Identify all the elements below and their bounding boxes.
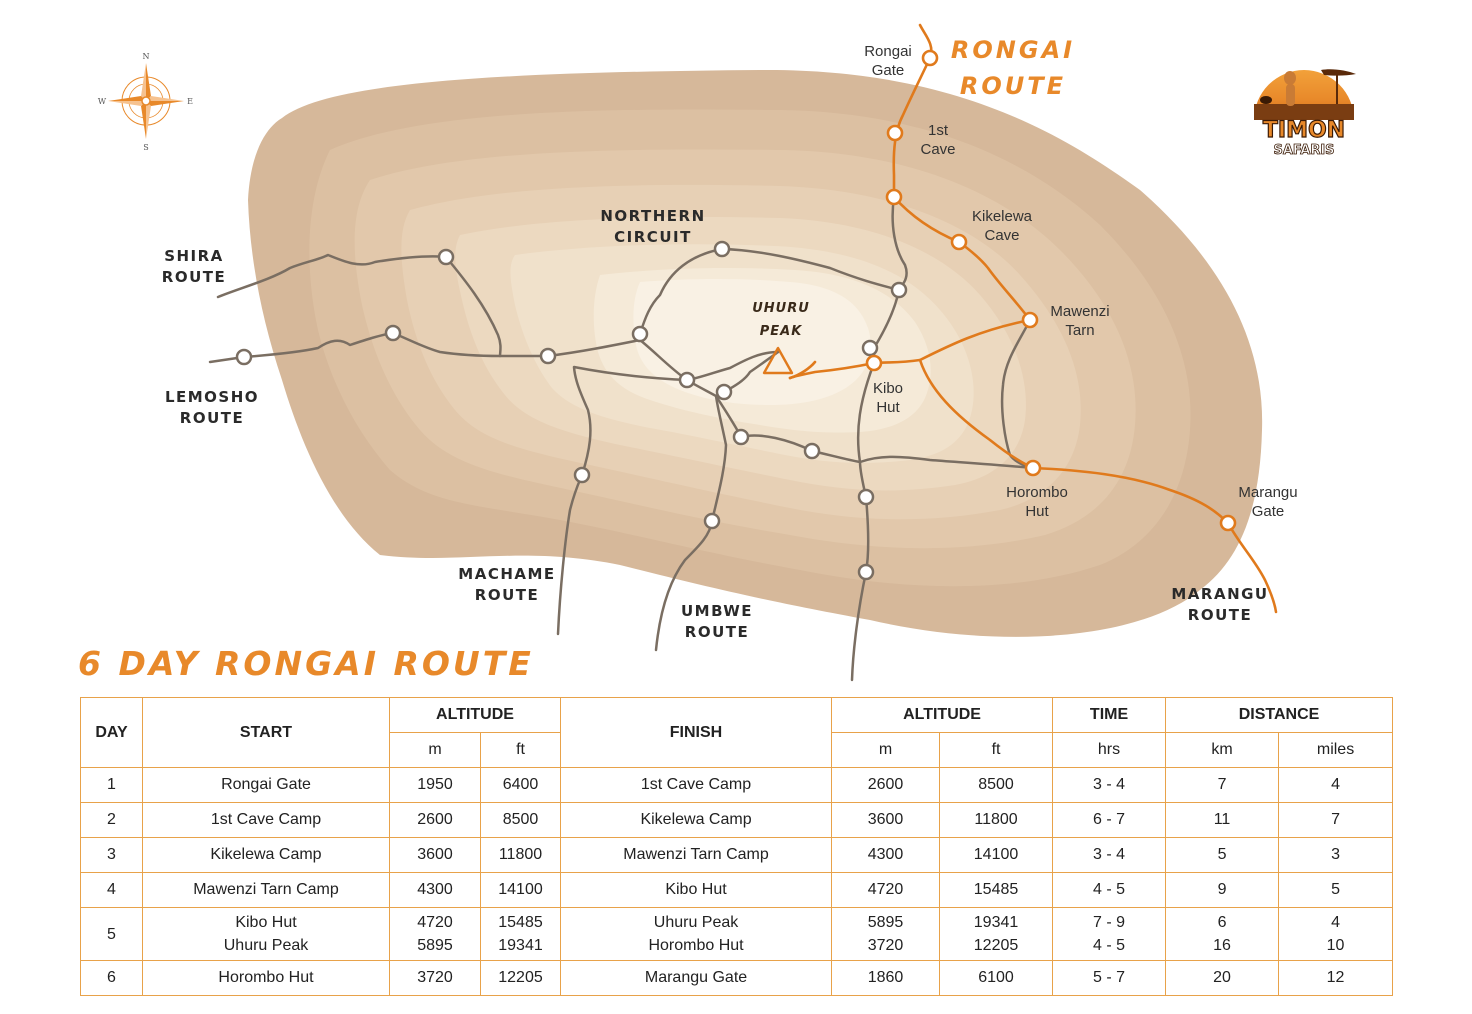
cell-line: 3720 — [867, 937, 904, 954]
lemosho-camp-marker — [386, 326, 400, 340]
cell-start — [143, 768, 390, 803]
cell-hrs — [1053, 908, 1166, 961]
cell-m2 — [832, 873, 940, 908]
cell-line: 3 — [1331, 846, 1340, 863]
cell-start — [143, 803, 390, 838]
rongai-gate-label: Rongai Gate — [864, 43, 912, 79]
cell-ft — [481, 873, 561, 908]
cell-start — [143, 961, 390, 996]
cell-miles — [1279, 838, 1393, 873]
cell-line: 20 — [1213, 969, 1231, 986]
cell-line: 5895 — [417, 937, 453, 954]
cell-hrs — [1053, 838, 1166, 873]
umbwe-camp-marker — [705, 514, 719, 528]
cell-line: Kibo Hut — [235, 914, 297, 931]
cell-line: Uhuru Peak — [653, 914, 739, 931]
mawenzi-label: Mawenzi Tarn — [1050, 303, 1110, 339]
machame-camp-marker — [575, 468, 589, 482]
kibo-junction-marker — [863, 341, 877, 355]
cell-miles — [1279, 961, 1393, 996]
cell-start — [143, 908, 390, 961]
table-row — [81, 768, 1393, 803]
cell-ft2 — [940, 908, 1053, 961]
cell-line: 6 — [1217, 914, 1227, 931]
marangu-route-label: MARANGU ROUTE — [1171, 585, 1269, 624]
cell-miles — [1279, 873, 1393, 908]
table-row — [81, 838, 1393, 873]
cell-start — [143, 838, 390, 873]
cell-hrs — [1053, 803, 1166, 838]
compass-icon — [98, 52, 193, 152]
table-row — [81, 873, 1393, 908]
start-altitude-header: ALTITUDE — [390, 698, 561, 733]
cell-line: 5 — [1217, 846, 1227, 863]
cell-ft2 — [940, 768, 1053, 803]
cell-line: 7 — [1331, 811, 1340, 828]
compass-n-label: N — [142, 52, 150, 61]
cell-m2 — [832, 961, 940, 996]
cell-line: 2600 — [867, 776, 904, 793]
table-row — [81, 908, 1393, 961]
unit-hrs: hrs — [1053, 733, 1166, 768]
cell-day: 4 — [81, 873, 143, 908]
cell-line: 12205 — [973, 937, 1019, 954]
cell-ft — [481, 838, 561, 873]
barafu-marker — [805, 444, 819, 458]
kikelewa-label: Kikelewa Cave — [971, 208, 1033, 244]
cell-ft2 — [940, 873, 1053, 908]
machame-route-label: MACHAME ROUTE — [458, 565, 556, 604]
cell-line: Uhuru Peak — [223, 937, 309, 954]
compass-e-label: E — [187, 97, 193, 106]
start-header: START — [143, 698, 390, 768]
cell-m2 — [832, 908, 940, 961]
cell-line: 4720 — [867, 881, 904, 898]
cell-ft2 — [940, 803, 1053, 838]
cell-ft2 — [940, 961, 1053, 996]
cell-finish — [561, 961, 832, 996]
northern-circuit-marker — [715, 242, 729, 256]
cell-m2 — [832, 838, 940, 873]
cell-miles — [1279, 768, 1393, 803]
lava-tower-marker — [633, 327, 647, 341]
mweka-camp-marker — [859, 565, 873, 579]
rongai-gate-marker — [923, 51, 937, 65]
lemosho-gate-marker — [237, 350, 251, 364]
millennium-camp-marker — [859, 490, 873, 504]
compass-w-label: W — [97, 97, 107, 106]
cell-finish — [561, 873, 832, 908]
cell-miles — [1279, 803, 1393, 838]
unit-km: km — [1166, 733, 1279, 768]
cell-finish — [561, 838, 832, 873]
shira-route-label: SHIRA ROUTE — [161, 247, 227, 286]
barranco-marker — [717, 385, 731, 399]
northern-circuit-label: NORTHERN CIRCUIT — [600, 207, 706, 246]
lemosho-route-label: LEMOSHO ROUTE — [164, 388, 260, 427]
itinerary-body — [81, 768, 1393, 996]
cell-line: 4 — [1331, 914, 1340, 931]
cell-line: 8500 — [502, 811, 539, 828]
cell-line: 4 - 5 — [1093, 881, 1126, 898]
cell-line: 12 — [1326, 969, 1345, 986]
cell-km — [1166, 803, 1279, 838]
cell-line: 6 - 7 — [1093, 811, 1126, 828]
cell-line: 10 — [1326, 937, 1345, 954]
barranco-junction-marker — [541, 349, 555, 363]
cell-line: 3 - 4 — [1093, 846, 1126, 863]
cell-ft2 — [940, 838, 1053, 873]
cell-line: 15485 — [973, 881, 1019, 898]
page-title: 6 DAY RONGAI ROUTE — [78, 644, 534, 683]
shira-camp-marker — [439, 250, 453, 264]
unit-miles: miles — [1279, 733, 1393, 768]
cell-line: Marangu Gate — [644, 969, 748, 986]
second-cave-marker — [887, 190, 901, 204]
cell-line: 4300 — [867, 846, 904, 863]
cell-line: 1860 — [867, 969, 904, 986]
cell-km — [1166, 838, 1279, 873]
mawenzi-marker — [1023, 313, 1037, 327]
marangu-gate-label: Marangu Gate — [1238, 484, 1298, 520]
unit-ft2: ft — [940, 733, 1053, 768]
cell-line: 11800 — [498, 846, 543, 863]
cell-miles — [1279, 908, 1393, 961]
cell-line: 11 — [1213, 811, 1231, 828]
cell-line: 3600 — [417, 846, 453, 863]
karanga-marker — [734, 430, 748, 444]
table-row — [81, 803, 1393, 838]
cell-hrs — [1053, 768, 1166, 803]
timon-safaris-logo — [1246, 40, 1362, 162]
cell-line: 4 — [1331, 776, 1340, 793]
finish-altitude-header: ALTITUDE — [832, 698, 1053, 733]
cell-day: 1 — [81, 768, 143, 803]
finish-header: FINISH — [561, 698, 832, 768]
cell-ft — [481, 908, 561, 961]
cell-line: 16 — [1213, 937, 1231, 954]
cell-m — [390, 873, 481, 908]
rongai-route-title: RONGAI ROUTE — [950, 36, 1076, 100]
cell-day: 3 — [81, 838, 143, 873]
cell-ft — [481, 961, 561, 996]
cell-day: 5 — [81, 908, 143, 961]
cell-ft — [481, 803, 561, 838]
cell-line: 2600 — [417, 811, 453, 828]
cell-line: 15485 — [498, 914, 543, 931]
cell-line: 3600 — [867, 811, 904, 828]
unit-ft: ft — [481, 733, 561, 768]
first-cave-marker — [888, 126, 902, 140]
cell-line: Horombo Hut — [648, 937, 744, 954]
cell-m2 — [832, 803, 940, 838]
cell-line: 7 — [1217, 776, 1227, 793]
cell-line: 6100 — [978, 969, 1014, 986]
time-header: TIME — [1053, 698, 1166, 733]
cell-hrs — [1053, 873, 1166, 908]
unit-m2: m — [832, 733, 940, 768]
cell-line: 7 - 9 — [1093, 914, 1126, 931]
cell-line: 6400 — [502, 776, 539, 793]
cell-finish — [561, 803, 832, 838]
cell-line: 3 - 4 — [1093, 776, 1126, 793]
cell-line: 4720 — [417, 914, 453, 931]
horombo-marker — [1026, 461, 1040, 475]
school-hut-marker — [892, 283, 906, 297]
cell-line: 1950 — [417, 776, 453, 793]
cell-line: 19341 — [973, 914, 1019, 931]
cell-start — [143, 873, 390, 908]
cell-ft — [481, 768, 561, 803]
logo-line2: SAFARIS — [1273, 143, 1335, 158]
cell-km — [1166, 908, 1279, 961]
table-row — [81, 961, 1393, 996]
cell-line: 11800 — [974, 811, 1018, 828]
cell-line: Rongai Gate — [221, 776, 311, 793]
cell-hrs — [1053, 961, 1166, 996]
horombo-label: Horombo Hut — [1006, 484, 1068, 520]
cell-line: Mawenzi Tarn Camp — [193, 881, 339, 898]
cell-line: Mawenzi Tarn Camp — [623, 846, 769, 863]
cell-km — [1166, 873, 1279, 908]
cell-line: 5 - 7 — [1093, 969, 1126, 986]
cell-line: 14100 — [973, 846, 1019, 863]
cell-day: 6 — [81, 961, 143, 996]
umbwe-route-label: UMBWE ROUTE — [680, 602, 753, 641]
compass-s-label: S — [143, 143, 149, 152]
cell-m — [390, 838, 481, 873]
cell-line: 1st Cave Camp — [640, 776, 752, 793]
cell-finish — [561, 908, 832, 961]
cell-m — [390, 961, 481, 996]
cell-line: Kibo Hut — [665, 881, 727, 898]
cell-line: 4 - 5 — [1093, 937, 1126, 954]
cell-line: Horombo Hut — [218, 969, 314, 986]
cell-line: 5895 — [867, 914, 904, 931]
cell-line: 8500 — [978, 776, 1014, 793]
uhuru-peak-label: UHURU PEAK — [752, 301, 810, 339]
cell-m2 — [832, 768, 940, 803]
cell-line: 5 — [1331, 881, 1340, 898]
first-cave-label: 1st Cave — [920, 122, 956, 158]
cell-km — [1166, 961, 1279, 996]
logo-line1: TIMON — [1262, 118, 1346, 143]
cell-line: 4300 — [417, 881, 453, 898]
kibo-hut-label: Kibo Hut — [872, 380, 904, 416]
cell-m — [390, 768, 481, 803]
distance-header: DISTANCE — [1166, 698, 1393, 733]
cell-line: 9 — [1217, 881, 1227, 898]
cell-m — [390, 908, 481, 961]
cell-line: 1st Cave Camp — [210, 811, 322, 828]
cell-day: 2 — [81, 803, 143, 838]
kibo-hut-marker — [867, 356, 881, 370]
cell-line: 3720 — [417, 969, 453, 986]
cell-line: Kikelewa Camp — [210, 846, 322, 863]
cell-line: 14100 — [498, 881, 543, 898]
cell-line: 12205 — [498, 969, 543, 986]
itinerary-table — [80, 697, 1393, 996]
cell-line: Kikelewa Camp — [640, 811, 752, 828]
day-header: DAY — [81, 698, 143, 768]
cell-km — [1166, 768, 1279, 803]
unit-m: m — [390, 733, 481, 768]
arrow-glacier-marker — [680, 373, 694, 387]
cell-line: 19341 — [498, 937, 543, 954]
cell-finish — [561, 768, 832, 803]
cell-m — [390, 803, 481, 838]
